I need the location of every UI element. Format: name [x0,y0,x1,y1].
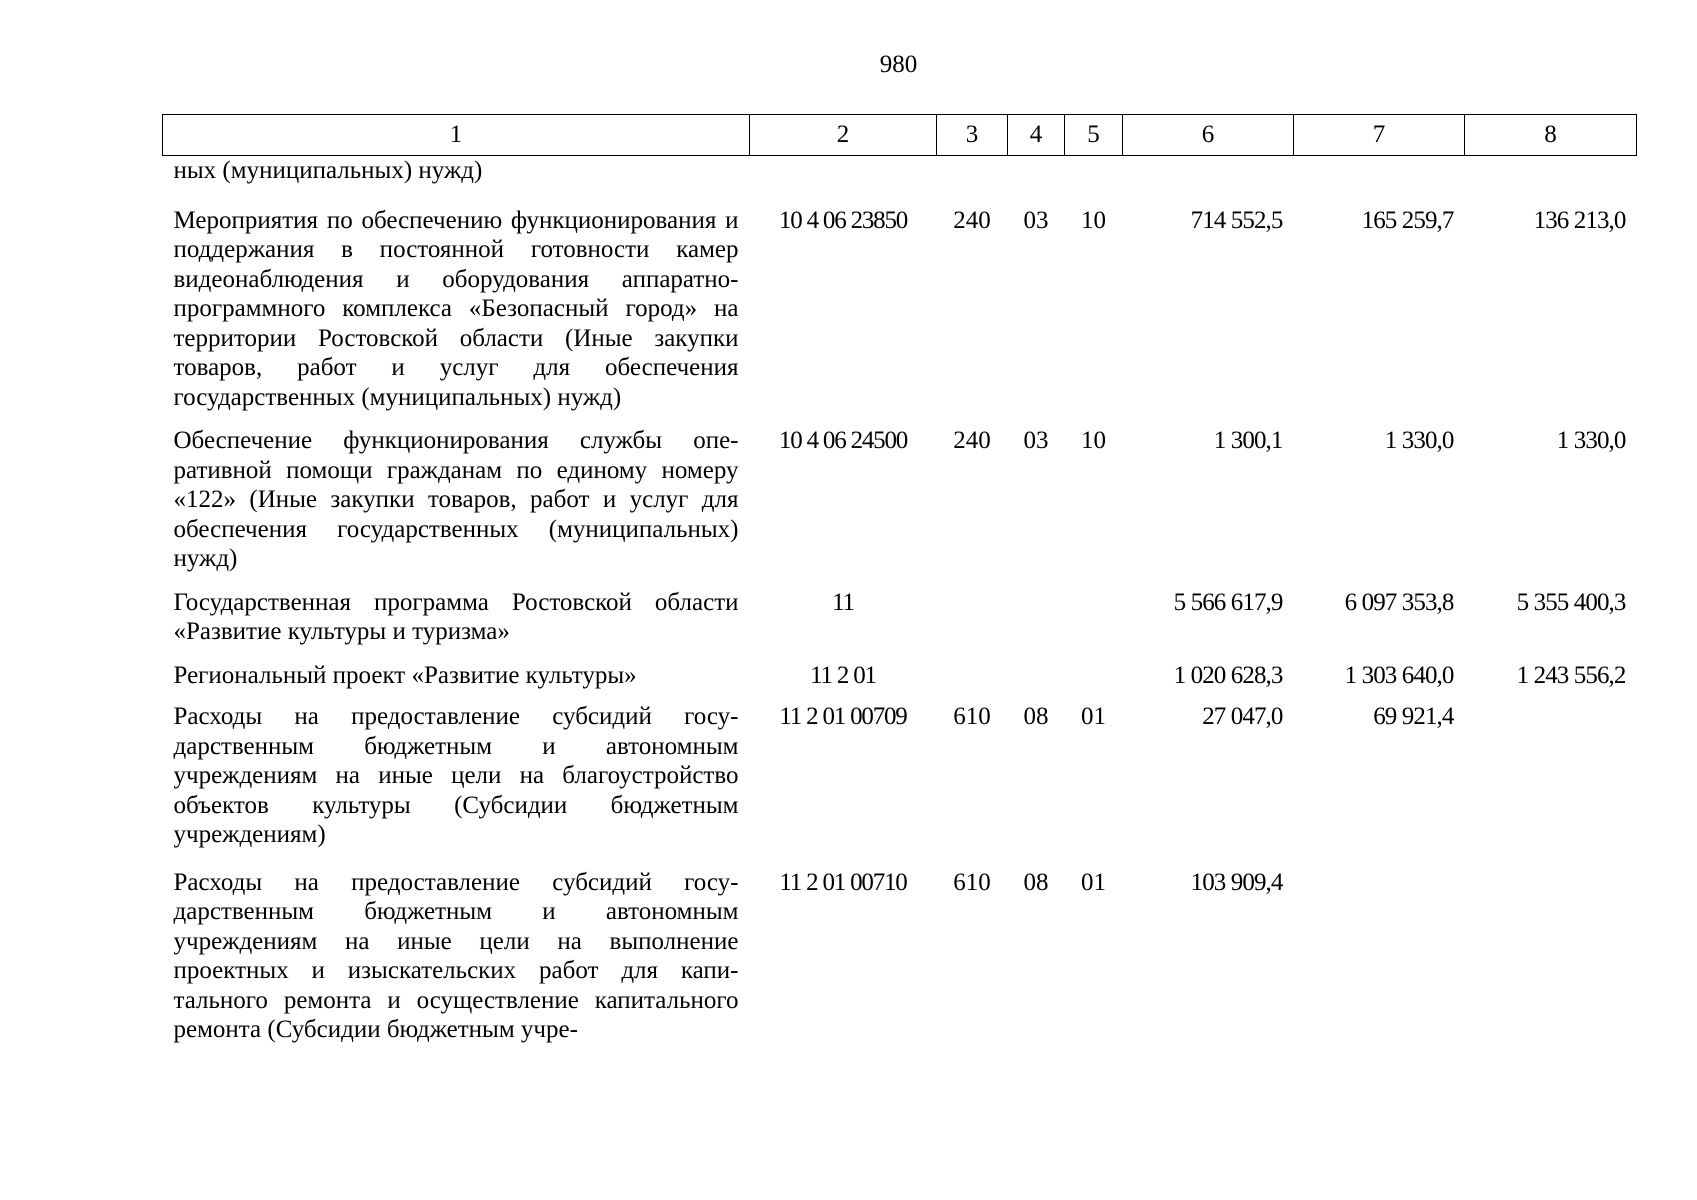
row-code: 10 4 06 23850 [778,206,908,234]
row-col7 [1294,850,1465,1045]
header-cell-6: 6 [1123,115,1294,156]
row-col5 [1065,647,1123,691]
row-col4: 08 [1023,868,1049,896]
row-col6: 5 566 617,9 [1173,588,1283,616]
row-code: 11 [832,588,854,616]
row-col6: 103 909,4 [1190,868,1283,896]
header-cell-4: 4 [1008,115,1065,156]
row-col3 [937,156,1008,186]
row-col6 [1123,156,1294,186]
row-name: ных (муниципальных) нужд) [173,157,483,184]
header-row [163,115,1637,156]
page-number: 980 [879,51,918,78]
row-col4 [1008,156,1065,186]
row-col6: 714 552,5 [1190,206,1283,234]
row-col5: 10 [1081,206,1106,234]
row-col3: 610 [953,703,991,730]
row-col3 [937,574,1008,647]
table-row [163,186,1637,413]
row-col4: 03 [1023,427,1049,454]
table-row [163,574,1637,647]
row-code: 11 2 01 00709 [779,703,907,730]
row-col7 [1294,156,1465,186]
row-col7: 6 097 353,8 [1344,588,1454,616]
row-col7: 1 303 640,0 [1344,661,1454,689]
row-name: Региональный проект «Развитие культуры» [173,661,637,689]
row-col8 [1465,690,1637,850]
row-col3: 610 [953,868,991,896]
row-col8 [1465,850,1637,1045]
row-col6: 1 300,1 [1213,427,1283,454]
header-cell-5: 5 [1065,115,1123,156]
row-col7: 69 921,4 [1373,703,1454,730]
row-col4: 03 [1023,206,1049,234]
row-col5 [1065,156,1123,186]
row-name: Обеспечение функционирования службы оперативной помощи гражданам по единому номеру «122» (Иные закупки товаров, работ и услуг для обеспечения государственных (муниципальных) нужд) [173,427,739,572]
row-col5: 01 [1081,703,1106,730]
budget-table [162,114,1637,1045]
row-col6: 1 020 628,3 [1173,661,1283,689]
row-col3: 240 [953,206,991,234]
table-header [163,115,1637,156]
row-col5: 10 [1081,427,1106,454]
row-code [750,156,937,186]
table-body [163,156,1637,1045]
table-row [163,690,1637,850]
row-col8: 5 355 400,3 [1516,588,1626,616]
header-cell-2: 2 [750,115,937,156]
row-col7: 1 330,0 [1384,427,1454,454]
row-name: Расходы на предоставление субсидий государственным бюджетным и автономным учреждениям на иные цели на благоустройство объектов культуры (Субсидии бюджетным учреждениям) [173,703,739,848]
row-code: 10 4 06 24500 [778,427,908,454]
row-name: Государственная программа Ростовской области «Развитие культуры и туризма» [173,588,739,645]
row-col4 [1008,647,1065,691]
row-col8: 1 330,0 [1556,427,1626,454]
row-col5: 01 [1081,868,1106,896]
header-cell-1: 1 [163,115,750,156]
row-name: Расходы на предоставление субсидий государственным бюджетным и автономным учреждениям на иные цели на выполнение проектных и изыскательских работ для капитального ремонта и осуществление капитального ремонта (Субсидии бюджетным учре- [173,868,739,1043]
row-col4 [1008,574,1065,647]
row-col6: 27 047,0 [1202,703,1283,730]
header-cell-8: 8 [1465,115,1637,156]
row-col7: 165 259,7 [1361,206,1454,234]
row-col3 [937,647,1008,691]
header-cell-3: 3 [937,115,1008,156]
table-row [163,156,1637,186]
row-col3: 240 [953,427,991,454]
row-col8 [1465,156,1637,186]
table-row [163,647,1637,691]
row-name: Мероприятия по обеспечению функционирования и поддержания в постоянной готовности камер видеонаблюдения и оборудования аппаратно-программного комплекса «Безопасный город» на территории Ростовской области (Иные закупки товаров, работ и услуг для обеспечения государственных (муниципальных) нужд) [173,206,739,411]
row-col5 [1065,574,1123,647]
row-code: 11 2 01 [810,661,876,689]
row-code: 11 2 01 00710 [779,868,907,896]
table-row [163,850,1637,1045]
table-row [163,412,1637,574]
header-cell-7: 7 [1294,115,1465,156]
row-col4: 08 [1023,703,1049,730]
row-col8: 136 213,0 [1533,206,1626,234]
row-col8: 1 243 556,2 [1516,661,1626,689]
